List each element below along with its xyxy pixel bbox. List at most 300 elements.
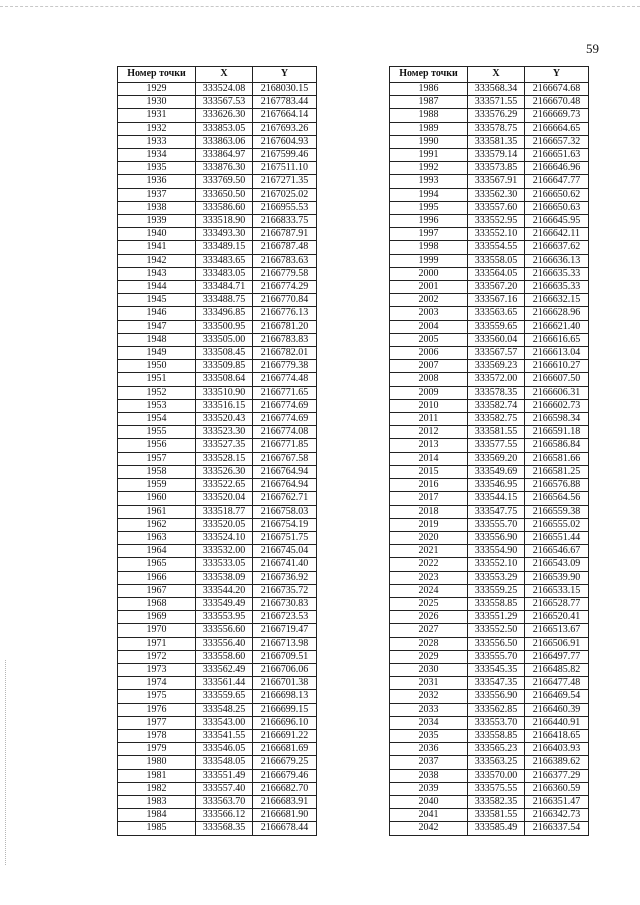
y-coordinate-cell: 2166779.58 bbox=[253, 267, 317, 280]
point-number-cell: 1947 bbox=[118, 320, 196, 333]
x-coordinate-cell: 333573.85 bbox=[468, 162, 525, 175]
y-coordinate-cell: 2166337.54 bbox=[525, 822, 589, 835]
x-coordinate-cell: 333526.30 bbox=[196, 465, 253, 478]
point-number-cell: 2041 bbox=[390, 809, 468, 822]
table-row bbox=[118, 795, 317, 808]
y-coordinate-cell: 2166771.65 bbox=[253, 386, 317, 399]
y-coordinate-cell: 2166767.58 bbox=[253, 452, 317, 465]
point-number-cell: 2017 bbox=[390, 492, 468, 505]
point-number-cell: 2015 bbox=[390, 465, 468, 478]
y-coordinate-cell: 2166669.73 bbox=[525, 109, 589, 122]
scan-top-edge bbox=[0, 6, 640, 7]
table-row bbox=[390, 162, 589, 175]
point-number-cell: 1975 bbox=[118, 690, 196, 703]
point-number-cell: 1938 bbox=[118, 201, 196, 214]
y-coordinate-cell: 2166833.75 bbox=[253, 215, 317, 228]
table-row bbox=[118, 597, 317, 610]
table-row bbox=[118, 465, 317, 478]
x-coordinate-cell: 333769.50 bbox=[196, 175, 253, 188]
point-number-cell: 2012 bbox=[390, 426, 468, 439]
y-coordinate-cell: 2166682.70 bbox=[253, 782, 317, 795]
y-coordinate-cell: 2166701.38 bbox=[253, 677, 317, 690]
x-coordinate-cell: 333558.05 bbox=[468, 254, 525, 267]
x-coordinate-cell: 333558.85 bbox=[468, 729, 525, 742]
point-number-cell: 2020 bbox=[390, 531, 468, 544]
x-coordinate-cell: 333524.08 bbox=[196, 83, 253, 96]
point-number-cell: 1993 bbox=[390, 175, 468, 188]
point-number-cell: 1957 bbox=[118, 452, 196, 465]
table-row bbox=[118, 399, 317, 412]
y-coordinate-cell: 2166403.93 bbox=[525, 743, 589, 756]
point-number-cell: 1959 bbox=[118, 479, 196, 492]
y-coordinate-cell: 2166559.38 bbox=[525, 505, 589, 518]
y-coordinate-cell: 2166389.62 bbox=[525, 756, 589, 769]
point-number-cell: 1983 bbox=[118, 795, 196, 808]
y-coordinate-cell: 2167025.02 bbox=[253, 188, 317, 201]
y-coordinate-cell: 2166781.20 bbox=[253, 320, 317, 333]
x-coordinate-cell: 333505.00 bbox=[196, 333, 253, 346]
y-coordinate-cell: 2166621.40 bbox=[525, 320, 589, 333]
table-row bbox=[390, 320, 589, 333]
y-coordinate-cell: 2166696.10 bbox=[253, 716, 317, 729]
point-number-cell: 1986 bbox=[390, 83, 468, 96]
table-row bbox=[390, 109, 589, 122]
table-row bbox=[118, 294, 317, 307]
x-coordinate-cell: 333570.00 bbox=[468, 769, 525, 782]
y-coordinate-cell: 2166642.11 bbox=[525, 228, 589, 241]
y-coordinate-cell: 2166647.77 bbox=[525, 175, 589, 188]
table-row bbox=[390, 769, 589, 782]
table-row bbox=[390, 492, 589, 505]
point-number-cell: 2021 bbox=[390, 545, 468, 558]
x-coordinate-cell: 333522.65 bbox=[196, 479, 253, 492]
x-coordinate-cell: 333523.30 bbox=[196, 426, 253, 439]
table-row bbox=[390, 637, 589, 650]
scan-margin-mark bbox=[5, 660, 6, 865]
table-row bbox=[118, 756, 317, 769]
point-number-cell: 2025 bbox=[390, 597, 468, 610]
y-coordinate-cell: 2166730.83 bbox=[253, 597, 317, 610]
point-number-cell: 1977 bbox=[118, 716, 196, 729]
x-coordinate-cell: 333544.20 bbox=[196, 584, 253, 597]
table-row bbox=[118, 729, 317, 742]
y-coordinate-cell: 2166650.62 bbox=[525, 188, 589, 201]
y-coordinate-cell: 2166460.39 bbox=[525, 703, 589, 716]
point-number-cell: 1996 bbox=[390, 215, 468, 228]
x-coordinate-cell: 333876.30 bbox=[196, 162, 253, 175]
x-coordinate-cell: 333558.85 bbox=[468, 597, 525, 610]
x-coordinate-cell: 333496.85 bbox=[196, 307, 253, 320]
y-coordinate-cell: 2168030.15 bbox=[253, 83, 317, 96]
y-coordinate-cell: 2166681.69 bbox=[253, 743, 317, 756]
table-row bbox=[390, 518, 589, 531]
table-row bbox=[390, 228, 589, 241]
table-row bbox=[118, 558, 317, 571]
table-row bbox=[390, 215, 589, 228]
table-row bbox=[390, 597, 589, 610]
x-coordinate-cell: 333508.45 bbox=[196, 347, 253, 360]
x-coordinate-cell: 333566.12 bbox=[196, 809, 253, 822]
point-number-cell: 1962 bbox=[118, 518, 196, 531]
page-number: 59 bbox=[586, 41, 599, 56]
point-number-cell: 1994 bbox=[390, 188, 468, 201]
x-coordinate-cell: 333544.15 bbox=[468, 492, 525, 505]
table-row bbox=[390, 690, 589, 703]
table-row bbox=[118, 822, 317, 835]
x-coordinate-cell: 333562.30 bbox=[468, 188, 525, 201]
y-coordinate-cell: 2166683.91 bbox=[253, 795, 317, 808]
y-coordinate-cell: 2166528.77 bbox=[525, 597, 589, 610]
point-number-cell: 2010 bbox=[390, 399, 468, 412]
coordinates-table-left bbox=[117, 66, 317, 836]
x-coordinate-cell: 333548.25 bbox=[196, 703, 253, 716]
table-row bbox=[118, 690, 317, 703]
point-number-cell: 2018 bbox=[390, 505, 468, 518]
point-number-cell: 1990 bbox=[390, 135, 468, 148]
point-number-cell: 1939 bbox=[118, 215, 196, 228]
x-coordinate-cell: 333500.95 bbox=[196, 320, 253, 333]
y-coordinate-cell: 2166657.32 bbox=[525, 135, 589, 148]
y-coordinate-cell: 2166637.62 bbox=[525, 241, 589, 254]
y-coordinate-cell: 2166646.96 bbox=[525, 162, 589, 175]
x-coordinate-cell: 333546.95 bbox=[468, 479, 525, 492]
x-coordinate-cell: 333527.35 bbox=[196, 439, 253, 452]
point-number-cell: 2023 bbox=[390, 571, 468, 584]
x-coordinate-cell: 333559.65 bbox=[468, 320, 525, 333]
point-number-cell: 1967 bbox=[118, 584, 196, 597]
x-coordinate-cell: 333524.10 bbox=[196, 531, 253, 544]
y-coordinate-cell: 2167511.10 bbox=[253, 162, 317, 175]
y-coordinate-cell: 2166706.06 bbox=[253, 663, 317, 676]
point-number-cell: 1982 bbox=[118, 782, 196, 795]
y-coordinate-cell: 2166564.56 bbox=[525, 492, 589, 505]
x-coordinate-cell: 333554.55 bbox=[468, 241, 525, 254]
table-row bbox=[390, 611, 589, 624]
point-number-cell: 1953 bbox=[118, 399, 196, 412]
table-row bbox=[390, 663, 589, 676]
table-row bbox=[390, 809, 589, 822]
x-coordinate-cell: 333563.65 bbox=[468, 307, 525, 320]
x-coordinate-cell: 333532.00 bbox=[196, 545, 253, 558]
x-coordinate-cell: 333581.55 bbox=[468, 426, 525, 439]
table-row bbox=[390, 677, 589, 690]
y-coordinate-cell: 2166770.84 bbox=[253, 294, 317, 307]
point-number-cell: 1998 bbox=[390, 241, 468, 254]
y-coordinate-cell: 2166754.19 bbox=[253, 518, 317, 531]
x-coordinate-cell: 333549.49 bbox=[196, 597, 253, 610]
point-number-cell: 1987 bbox=[390, 96, 468, 109]
table-row bbox=[118, 333, 317, 346]
y-coordinate-cell: 2167693.26 bbox=[253, 122, 317, 135]
y-coordinate-cell: 2166758.03 bbox=[253, 505, 317, 518]
x-coordinate-cell: 333863.06 bbox=[196, 135, 253, 148]
point-number-cell: 1941 bbox=[118, 241, 196, 254]
point-number-cell: 1963 bbox=[118, 531, 196, 544]
point-number-cell: 2013 bbox=[390, 439, 468, 452]
x-coordinate-cell: 333547.75 bbox=[468, 505, 525, 518]
x-coordinate-cell: 333543.00 bbox=[196, 716, 253, 729]
point-number-cell: 2029 bbox=[390, 650, 468, 663]
point-number-cell: 1933 bbox=[118, 135, 196, 148]
y-coordinate-cell: 2166351.47 bbox=[525, 795, 589, 808]
point-number-cell: 1997 bbox=[390, 228, 468, 241]
x-coordinate-cell: 333559.25 bbox=[468, 584, 525, 597]
table-row bbox=[390, 135, 589, 148]
y-coordinate-cell: 2166418.65 bbox=[525, 729, 589, 742]
x-coordinate-cell: 333555.70 bbox=[468, 518, 525, 531]
table-row bbox=[118, 307, 317, 320]
table-row bbox=[390, 822, 589, 835]
x-coordinate-cell: 333483.05 bbox=[196, 267, 253, 280]
point-number-cell: 2009 bbox=[390, 386, 468, 399]
x-coordinate-cell: 333562.49 bbox=[196, 663, 253, 676]
table-row bbox=[390, 149, 589, 162]
x-coordinate-cell: 333567.53 bbox=[196, 96, 253, 109]
header-y: Y bbox=[525, 67, 589, 83]
x-coordinate-cell: 333520.05 bbox=[196, 518, 253, 531]
point-number-cell: 1964 bbox=[118, 545, 196, 558]
table-row bbox=[390, 545, 589, 558]
y-coordinate-cell: 2166591.18 bbox=[525, 426, 589, 439]
coordinates-table-right bbox=[389, 66, 589, 836]
y-coordinate-cell: 2166607.50 bbox=[525, 373, 589, 386]
point-number-cell: 1978 bbox=[118, 729, 196, 742]
table-row bbox=[118, 637, 317, 650]
y-coordinate-cell: 2166779.38 bbox=[253, 360, 317, 373]
table-row bbox=[390, 307, 589, 320]
table-row bbox=[390, 716, 589, 729]
x-coordinate-cell: 333483.65 bbox=[196, 254, 253, 267]
x-coordinate-cell: 333546.05 bbox=[196, 743, 253, 756]
y-coordinate-cell: 2166735.72 bbox=[253, 584, 317, 597]
x-coordinate-cell: 333551.29 bbox=[468, 611, 525, 624]
table-row bbox=[118, 347, 317, 360]
table-row bbox=[118, 663, 317, 676]
point-number-cell: 2026 bbox=[390, 611, 468, 624]
point-number-cell: 1937 bbox=[118, 188, 196, 201]
table-row bbox=[390, 650, 589, 663]
x-coordinate-cell: 333552.95 bbox=[468, 215, 525, 228]
point-number-cell: 1966 bbox=[118, 571, 196, 584]
x-coordinate-cell: 333571.55 bbox=[468, 96, 525, 109]
point-number-cell: 1929 bbox=[118, 83, 196, 96]
table-row bbox=[390, 756, 589, 769]
x-coordinate-cell: 333545.35 bbox=[468, 663, 525, 676]
header-x: X bbox=[196, 67, 253, 83]
x-coordinate-cell: 333528.15 bbox=[196, 452, 253, 465]
table-row bbox=[390, 175, 589, 188]
table-row bbox=[390, 122, 589, 135]
y-coordinate-cell: 2166764.94 bbox=[253, 465, 317, 478]
table-row bbox=[118, 373, 317, 386]
point-number-cell: 2004 bbox=[390, 320, 468, 333]
table-row bbox=[390, 96, 589, 109]
table-row bbox=[118, 505, 317, 518]
point-number-cell: 2024 bbox=[390, 584, 468, 597]
y-coordinate-cell: 2166670.48 bbox=[525, 96, 589, 109]
header-point-number: Номер точки bbox=[118, 67, 196, 83]
x-coordinate-cell: 333569.23 bbox=[468, 360, 525, 373]
table-row bbox=[390, 452, 589, 465]
y-coordinate-cell: 2166774.48 bbox=[253, 373, 317, 386]
point-number-cell: 1954 bbox=[118, 413, 196, 426]
x-coordinate-cell: 333578.75 bbox=[468, 122, 525, 135]
point-number-cell: 2016 bbox=[390, 479, 468, 492]
point-number-cell: 2028 bbox=[390, 637, 468, 650]
point-number-cell: 1936 bbox=[118, 175, 196, 188]
table-header-row bbox=[118, 67, 317, 83]
table-row bbox=[118, 611, 317, 624]
table-row bbox=[390, 795, 589, 808]
y-coordinate-cell: 2166698.13 bbox=[253, 690, 317, 703]
y-coordinate-cell: 2166678.44 bbox=[253, 822, 317, 835]
point-number-cell: 2022 bbox=[390, 558, 468, 571]
table-row bbox=[390, 584, 589, 597]
point-number-cell: 1944 bbox=[118, 281, 196, 294]
table-row bbox=[390, 360, 589, 373]
x-coordinate-cell: 333563.25 bbox=[468, 756, 525, 769]
table-row bbox=[118, 782, 317, 795]
point-number-cell: 1985 bbox=[118, 822, 196, 835]
point-number-cell: 1931 bbox=[118, 109, 196, 122]
point-number-cell: 1948 bbox=[118, 333, 196, 346]
x-coordinate-cell: 333568.34 bbox=[468, 83, 525, 96]
y-coordinate-cell: 2167664.14 bbox=[253, 109, 317, 122]
y-coordinate-cell: 2166377.29 bbox=[525, 769, 589, 782]
y-coordinate-cell: 2166635.33 bbox=[525, 281, 589, 294]
y-coordinate-cell: 2166713.98 bbox=[253, 637, 317, 650]
x-coordinate-cell: 333569.20 bbox=[468, 452, 525, 465]
y-coordinate-cell: 2166787.48 bbox=[253, 241, 317, 254]
point-number-cell: 2027 bbox=[390, 624, 468, 637]
table-body-left bbox=[118, 83, 317, 836]
table-row bbox=[390, 729, 589, 742]
y-coordinate-cell: 2166774.29 bbox=[253, 281, 317, 294]
point-number-cell: 1989 bbox=[390, 122, 468, 135]
point-number-cell: 1991 bbox=[390, 149, 468, 162]
table-row bbox=[118, 149, 317, 162]
table-row bbox=[118, 624, 317, 637]
x-coordinate-cell: 333556.60 bbox=[196, 624, 253, 637]
point-number-cell: 1972 bbox=[118, 650, 196, 663]
point-number-cell: 1951 bbox=[118, 373, 196, 386]
point-number-cell: 1968 bbox=[118, 597, 196, 610]
table-row bbox=[390, 465, 589, 478]
point-number-cell: 2040 bbox=[390, 795, 468, 808]
point-number-cell: 2011 bbox=[390, 413, 468, 426]
y-coordinate-cell: 2166360.59 bbox=[525, 782, 589, 795]
x-coordinate-cell: 333541.55 bbox=[196, 729, 253, 742]
point-number-cell: 1934 bbox=[118, 149, 196, 162]
y-coordinate-cell: 2166506.91 bbox=[525, 637, 589, 650]
y-coordinate-cell: 2166741.40 bbox=[253, 558, 317, 571]
y-coordinate-cell: 2166699.15 bbox=[253, 703, 317, 716]
point-number-cell: 1932 bbox=[118, 122, 196, 135]
table-row bbox=[118, 96, 317, 109]
table-row bbox=[118, 677, 317, 690]
table-row bbox=[118, 492, 317, 505]
table-row bbox=[118, 241, 317, 254]
x-coordinate-cell: 333551.49 bbox=[196, 769, 253, 782]
y-coordinate-cell: 2166469.54 bbox=[525, 690, 589, 703]
point-number-cell: 2037 bbox=[390, 756, 468, 769]
table-row bbox=[118, 83, 317, 96]
point-number-cell: 1952 bbox=[118, 386, 196, 399]
y-coordinate-cell: 2166955.53 bbox=[253, 201, 317, 214]
x-coordinate-cell: 333553.70 bbox=[468, 716, 525, 729]
x-coordinate-cell: 333489.15 bbox=[196, 241, 253, 254]
y-coordinate-cell: 2166774.69 bbox=[253, 413, 317, 426]
y-coordinate-cell: 2166539.90 bbox=[525, 571, 589, 584]
y-coordinate-cell: 2166783.83 bbox=[253, 333, 317, 346]
x-coordinate-cell: 333585.49 bbox=[468, 822, 525, 835]
y-coordinate-cell: 2166477.48 bbox=[525, 677, 589, 690]
x-coordinate-cell: 333509.85 bbox=[196, 360, 253, 373]
x-coordinate-cell: 333578.35 bbox=[468, 386, 525, 399]
table-body-right bbox=[390, 83, 589, 836]
point-number-cell: 1930 bbox=[118, 96, 196, 109]
y-coordinate-cell: 2166650.63 bbox=[525, 201, 589, 214]
y-coordinate-cell: 2166709.51 bbox=[253, 650, 317, 663]
x-coordinate-cell: 333493.30 bbox=[196, 228, 253, 241]
y-coordinate-cell: 2166679.25 bbox=[253, 756, 317, 769]
table-row bbox=[390, 624, 589, 637]
y-coordinate-cell: 2166602.73 bbox=[525, 399, 589, 412]
x-coordinate-cell: 333626.30 bbox=[196, 109, 253, 122]
x-coordinate-cell: 333567.16 bbox=[468, 294, 525, 307]
point-number-cell: 2002 bbox=[390, 294, 468, 307]
x-coordinate-cell: 333564.05 bbox=[468, 267, 525, 280]
y-coordinate-cell: 2166513.67 bbox=[525, 624, 589, 637]
table-row bbox=[390, 505, 589, 518]
x-coordinate-cell: 333582.35 bbox=[468, 795, 525, 808]
y-coordinate-cell: 2166736.92 bbox=[253, 571, 317, 584]
y-coordinate-cell: 2166783.63 bbox=[253, 254, 317, 267]
table-row bbox=[118, 109, 317, 122]
y-coordinate-cell: 2166485.82 bbox=[525, 663, 589, 676]
table-row bbox=[390, 241, 589, 254]
point-number-cell: 1988 bbox=[390, 109, 468, 122]
point-number-cell: 1955 bbox=[118, 426, 196, 439]
point-number-cell: 2014 bbox=[390, 452, 468, 465]
table-header-row bbox=[390, 67, 589, 83]
header-x: X bbox=[468, 67, 525, 83]
x-coordinate-cell: 333556.90 bbox=[468, 690, 525, 703]
y-coordinate-cell: 2166664.65 bbox=[525, 122, 589, 135]
table-row bbox=[118, 545, 317, 558]
point-number-cell: 1969 bbox=[118, 611, 196, 624]
x-coordinate-cell: 333548.05 bbox=[196, 756, 253, 769]
x-coordinate-cell: 333572.00 bbox=[468, 373, 525, 386]
point-number-cell: 2001 bbox=[390, 281, 468, 294]
x-coordinate-cell: 333567.20 bbox=[468, 281, 525, 294]
table-row bbox=[118, 254, 317, 267]
x-coordinate-cell: 333556.40 bbox=[196, 637, 253, 650]
point-number-cell: 1940 bbox=[118, 228, 196, 241]
y-coordinate-cell: 2166533.15 bbox=[525, 584, 589, 597]
y-coordinate-cell: 2166497.77 bbox=[525, 650, 589, 663]
point-number-cell: 2039 bbox=[390, 782, 468, 795]
point-number-cell: 1965 bbox=[118, 558, 196, 571]
point-number-cell: 1984 bbox=[118, 809, 196, 822]
x-coordinate-cell: 333582.74 bbox=[468, 399, 525, 412]
point-number-cell: 2019 bbox=[390, 518, 468, 531]
x-coordinate-cell: 333568.35 bbox=[196, 822, 253, 835]
x-coordinate-cell: 333561.44 bbox=[196, 677, 253, 690]
x-coordinate-cell: 333554.90 bbox=[468, 545, 525, 558]
x-coordinate-cell: 333567.57 bbox=[468, 347, 525, 360]
x-coordinate-cell: 333567.91 bbox=[468, 175, 525, 188]
